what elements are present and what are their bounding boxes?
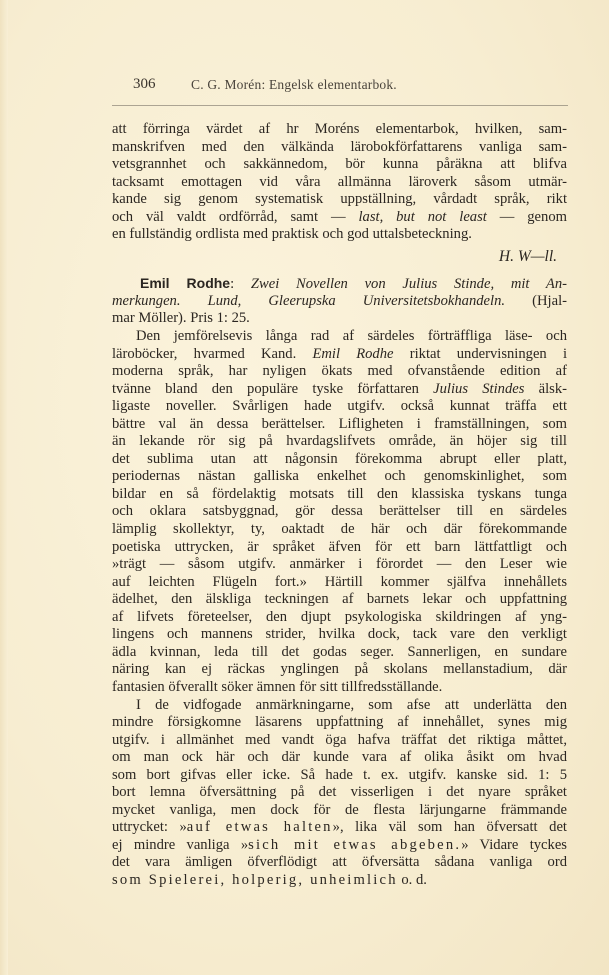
running-title: C. G. Morén: Engelsk elementarbok. [191, 77, 397, 92]
text-line: det vara ämligen öfverflödigt att öfversätta sådana vanliga ord [112, 854, 567, 871]
spacer [112, 265, 567, 275]
running-header [133, 76, 573, 98]
text-line: I de vidfogade anmärkningarne, som afse att underlätta den [136, 696, 567, 713]
text-line [112, 346, 567, 364]
text-line: »trägt — såsom utgifv. anmärker i förordet — den Leser wie [112, 556, 567, 573]
text-span: ej mindre vanliga » [112, 836, 249, 853]
text-span: (Hjal- [505, 292, 567, 309]
book-title: Zwei Novellen von Julius Stinde, mit An- [250, 276, 567, 293]
text-span: riktat undervisningen i [393, 345, 568, 362]
review-heading-line-2 [112, 293, 567, 311]
text-line: vetsgrannhet och sakkännedom, bör kunna påräkna att blifva [112, 156, 567, 173]
text-line: Den jemförelsevis långa rad af särdeles förträffliga läse- och [136, 328, 567, 345]
text-line: en fullständig ordlista med praktisk och god uttalsbeteckning. [112, 226, 472, 243]
text-line: ädla kvinnan, leda till det godas seger. Sannerligen, en sundare [112, 643, 567, 660]
text-line [112, 381, 567, 399]
text-line [112, 819, 567, 837]
spaced-phrase: sich mit etwas abgeben. [248, 836, 462, 853]
text-span: läroböcker, hvarmed Kand. [112, 345, 313, 362]
text-span: och väl valdt ordförråd, samt — [112, 208, 359, 225]
body-text [112, 121, 567, 890]
text-line: lingens och mannens strider, hvilka dock, tack vare den verkligt [112, 626, 567, 643]
text-line: bildar en så fördelaktig motsats till den klassiska tyskans tunga [112, 485, 567, 502]
text-line: lämplig skollektyr, ty, oaktadt de här och där förekommande [112, 521, 567, 538]
text-line: manskrifven med den välkända lärobokförfattarens vanliga sam- [112, 138, 567, 155]
text-line: periodernas nästan galliska enkelhet och genomskinlighet, som [112, 468, 567, 485]
text-line: auf leichten Flügeln fort.» Härtill kommer själfva innehållets [112, 573, 567, 590]
text-line: moderna språk, har nyligen ökats med ofvanstående edition af [112, 363, 567, 380]
text-line: att förringa värdet af hr Moréns elementarbok, hvilken, sam- [112, 121, 567, 137]
text-line: af lifvets företeelser, den djupt psykologiska skildringen af yng- [112, 608, 567, 625]
text-line [112, 209, 567, 227]
signature-line [112, 248, 567, 266]
text-span: uttrycket: » [112, 819, 187, 836]
text-line: utgifv. i allmänhet med vandt öga hafva träffat det riktiga måttet, [112, 731, 567, 748]
text-line: kande sig genom systematisk uppställning, vårdadt språk, rikt [112, 191, 567, 208]
page-edge-shadow [0, 0, 8, 975]
text-line: mindre försigkomne läsarens uppfattning af innehållet, synes mig [112, 714, 567, 731]
italic-phrase: last, but not least [358, 208, 487, 225]
text-span: — genom [486, 208, 567, 225]
page-number: 306 [133, 76, 156, 92]
text-line: tacksamt emottagen vid våra allmänna läroverk såsom utmär- [112, 173, 567, 190]
review-heading-line-1 [112, 275, 567, 293]
text-line: fantasien öfverallt söker ämnen för sitt tillfredsställande. [112, 678, 443, 695]
text-span: » Vidare tyckes [461, 836, 567, 853]
text-span: o. d. [397, 871, 427, 888]
text-line: bättre val än dessa berättelser. Lifligheten i framställningen, som [112, 415, 567, 432]
text-line: än lekande rör sig på hvardagslifvets område, än höjer sig till [112, 433, 567, 450]
spaced-phrase: som Spielerei, holperig, unheimlich [112, 871, 398, 888]
review-author: Emil Rodhe [140, 275, 231, 292]
spaced-phrase: auf etwas halten [186, 819, 333, 836]
text-line: det sublima utan att någonsin förekomma abrupt eller platt, [112, 450, 567, 467]
italic-name: Julius Stindes [433, 380, 525, 397]
text-line: ädelhet, den älskliga teckningen af barnets lekar och uppfattning [112, 591, 567, 608]
text-line: mycket vanliga, men dock för de flesta lärjungarne främmande [112, 801, 567, 818]
text-line: poetiska uttrycken, är språket äfven för ett barn lättfattligt och [112, 538, 567, 555]
text-line: ligaste noveller. Svårligen hade utgifv. också kunnat träffa ett [112, 398, 567, 415]
text-line: och oklara satsbyggnad, gör dessa berättelser till en särdeles [112, 503, 567, 520]
text-span: tvänne bland den populäre tyske författaren [112, 380, 434, 397]
text-span: : [230, 276, 251, 293]
text-line [112, 872, 567, 890]
italic-name: Emil Rodhe [312, 345, 394, 362]
text-line: om man ock här och där kunde vara af olika åsikt om hvad [112, 749, 567, 766]
text-line: näring kan ej räckas ynglingen på skolans mellanstadium, där [112, 661, 567, 678]
header-rule [112, 105, 568, 106]
book-title-cont: merkungen. Lund, Gleerupska Universitetsbokhandeln. [112, 292, 506, 309]
text-line: bort lemna öfversättning på det visserligen i det nyare språket [112, 784, 567, 801]
review-heading-line-3: mar Möller). Pris 1: 25. [112, 310, 250, 327]
reviewer-signature: H. W—ll. [498, 247, 557, 265]
text-line: som bort gifvas eller icke. Så hade t. ex. utgifv. kanske sid. 1: 5 [112, 766, 567, 783]
text-span: », lika väl som han öfversatt det [332, 819, 567, 836]
text-span: älsk- [524, 380, 567, 397]
text-line [112, 837, 567, 855]
